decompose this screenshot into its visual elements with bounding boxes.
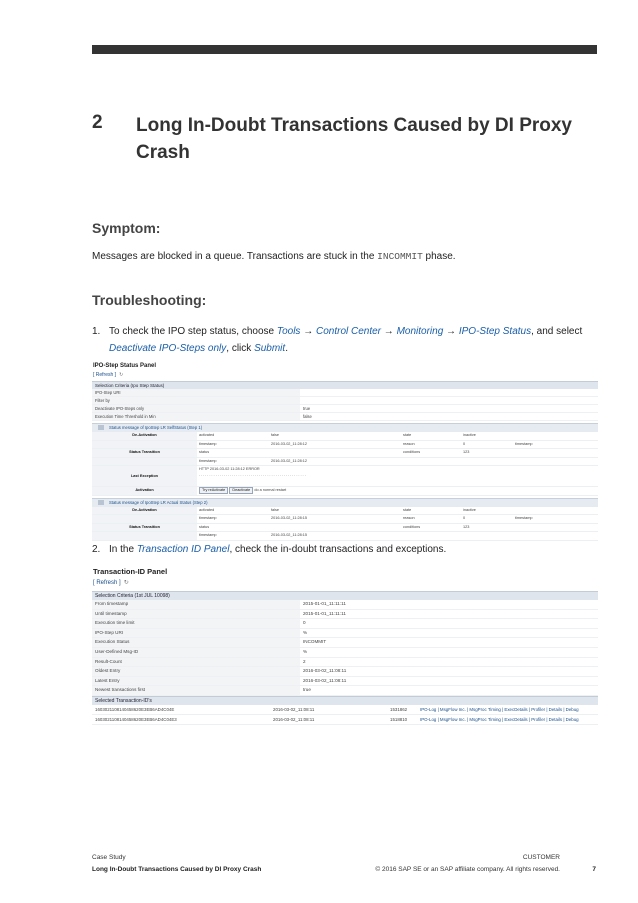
tx-row: 1603021108140458620E3EB6AD4C04E3 2016-03-02_11:08:11 1518810 IPO-Log | MsgFlow Inc. | MsgProc Timing | ExecDetails | Profiler | Details | Debug	[92, 715, 598, 725]
refresh-icon: ↻	[123, 580, 129, 586]
symptom-heading: Symptom:	[92, 220, 161, 236]
tx-criteria-row: Until timestamp 2015-01-01_11:11:11	[92, 610, 598, 620]
activation-row: Activation Try reActivate Deactivate do a normal restart	[92, 487, 598, 496]
menu-path-ipo-step-status: IPO-Step Status	[458, 326, 532, 337]
chapter-title: Long In-Doubt Transactions Caused by DI Proxy Crash	[136, 115, 572, 163]
deactivation-row: De-Activation activated false state inactive	[92, 507, 598, 516]
tx-panel-title: Transaction-ID Panel	[93, 567, 168, 576]
expand-toggle-icon[interactable]	[98, 425, 104, 430]
tx-criteria-row: Oldest Entry 2016-03-02_11:08:11	[92, 667, 598, 677]
menu-path-control-center: Control Center	[315, 326, 382, 337]
ipo-step-status-screenshot	[92, 361, 598, 537]
deactivate-button[interactable]: Deactivate	[229, 487, 253, 494]
footer-classification: CUSTOMER	[522, 854, 560, 861]
tx-criteria-row: Latest Entry 2016-03-02_11:08:11	[92, 677, 598, 687]
deactivation-row: timestamp 2016-03-02_11:28:12 reason 0 timestamp	[92, 441, 598, 450]
status-transition-row: Status Transition status conditions 123	[92, 524, 598, 533]
deactivation-row: De-Activation activated false state inactive	[92, 432, 598, 441]
ipo-panel-title: IPO-Step Status Panel	[93, 363, 157, 369]
status-transition-row: timestamp 2016-03-02_11:28:15	[92, 532, 598, 541]
expand-toggle-icon[interactable]	[98, 500, 104, 505]
submit-ref: Submit	[254, 343, 286, 354]
symptom-text: Messages are blocked in a queue. Transactions are stuck in the INCOMMIT phase.	[92, 251, 456, 262]
ipo-criteria-row: Deactivate IPO-Steps only true	[92, 405, 598, 413]
chapter-number: 2	[92, 112, 103, 133]
status-transition-row: Status Transition status conditions 123	[92, 449, 598, 458]
tx-criteria-row: From timestamp 2015-01-01_11:11:11	[92, 600, 598, 610]
ipo-status-bar-1[interactable]: Status message of IpoStep LR SelfStatus (Step 1)	[92, 423, 598, 432]
tx-refresh-link[interactable]: [ Refresh ] ↻	[93, 580, 129, 586]
try-reactivate-button[interactable]: Try reActivate	[199, 487, 228, 494]
top-rule	[92, 45, 597, 54]
transaction-id-panel-ref: Transaction ID Panel	[136, 544, 230, 555]
tx-row-links[interactable]: IPO-Log | MsgFlow Inc. | MsgProc Timing | ExecDetails | Profiler | Details | Debug	[420, 706, 579, 712]
deactivate-ipo-steps-only-ref: Deactivate IPO-Steps only	[109, 343, 227, 354]
step-2: 2. In the Transaction ID Panel, check the in-doubt transactions and exceptions.	[92, 544, 447, 555]
tx-selected-header: Selected Transaction-ID's	[92, 696, 598, 705]
status-transition-row: timestamp 2016-03-02_11:28:12	[92, 458, 598, 467]
ipo-status-bar-2[interactable]: Status message of IpoStep LR Actual Status (Step 2)	[92, 498, 598, 507]
deactivation-row: timestamp 2016-03-02_11:28:15 reason 0 timestamp	[92, 515, 598, 524]
ipo-refresh-link[interactable]: [ Refresh ] ↻	[93, 372, 124, 378]
step-1: 1. To check the IPO step status, choose Tools → Control Center → Monitoring → IPO-Step Status, and select Deactivate IPO-Steps only, click Submit.	[92, 326, 583, 354]
footer-copyright: © 2016 SAP SE or an SAP affiliate company. All rights reserved.	[375, 866, 560, 873]
menu-path-monitoring: Monitoring	[396, 326, 444, 337]
ipo-criteria-row: Filter by	[92, 397, 598, 405]
incommit-code: INCOMMIT	[377, 251, 423, 262]
ipo-selection-header: Selection Criteria (Ipo Step Status)	[92, 381, 598, 389]
footer-page-number: 7	[592, 866, 596, 873]
tx-criteria-row: User-Defined Msg-ID %	[92, 648, 598, 658]
troubleshooting-heading: Troubleshooting:	[92, 292, 207, 308]
tx-criteria-row: Execution Status INCOMMIT	[92, 638, 598, 648]
transaction-id-panel-screenshot	[92, 565, 598, 722]
footer-doc-title: Long In-Doubt Transactions Caused by DI Proxy Crash	[92, 866, 262, 873]
tx-row-links[interactable]: IPO-Log | MsgFlow Inc. | MsgProc Timing | ExecDetails | Profiler | Details | Debug	[420, 716, 579, 722]
tx-criteria-row: Result-Count 2	[92, 658, 598, 668]
ipo-criteria-row: IPO-Step URI	[92, 389, 598, 397]
tx-criteria-row: Newest transactions first true	[92, 686, 598, 696]
tx-row: 1603021108140458620E3EB6AD4C04E 2016-03-02_11:08:11 1531862 IPO-Log | MsgFlow Inc. | MsgProc Timing | ExecDetails | Profiler | Details | Debug	[92, 705, 598, 715]
tx-criteria-row: Execution time limit 0	[92, 619, 598, 629]
menu-path-tools: Tools	[276, 326, 301, 337]
refresh-icon: ↻	[119, 372, 124, 378]
ipo-criteria-row: Execution Time Threshold in Min false	[92, 413, 598, 421]
tx-criteria-row: IPO-Step URI %	[92, 629, 598, 639]
last-exception-row: Last Exception HTTP 2016-03-02 11:28:12 ERROR · · · · · · · · · · · · · · · · · · · · · · · · · · · · · · · · · · · · · · · · · · · · · · · · · · · ·	[92, 466, 598, 487]
tx-selection-header: Selection Criteria (1st JUL 10098)	[92, 591, 598, 600]
footer-doc-type: Case Study	[92, 854, 126, 861]
